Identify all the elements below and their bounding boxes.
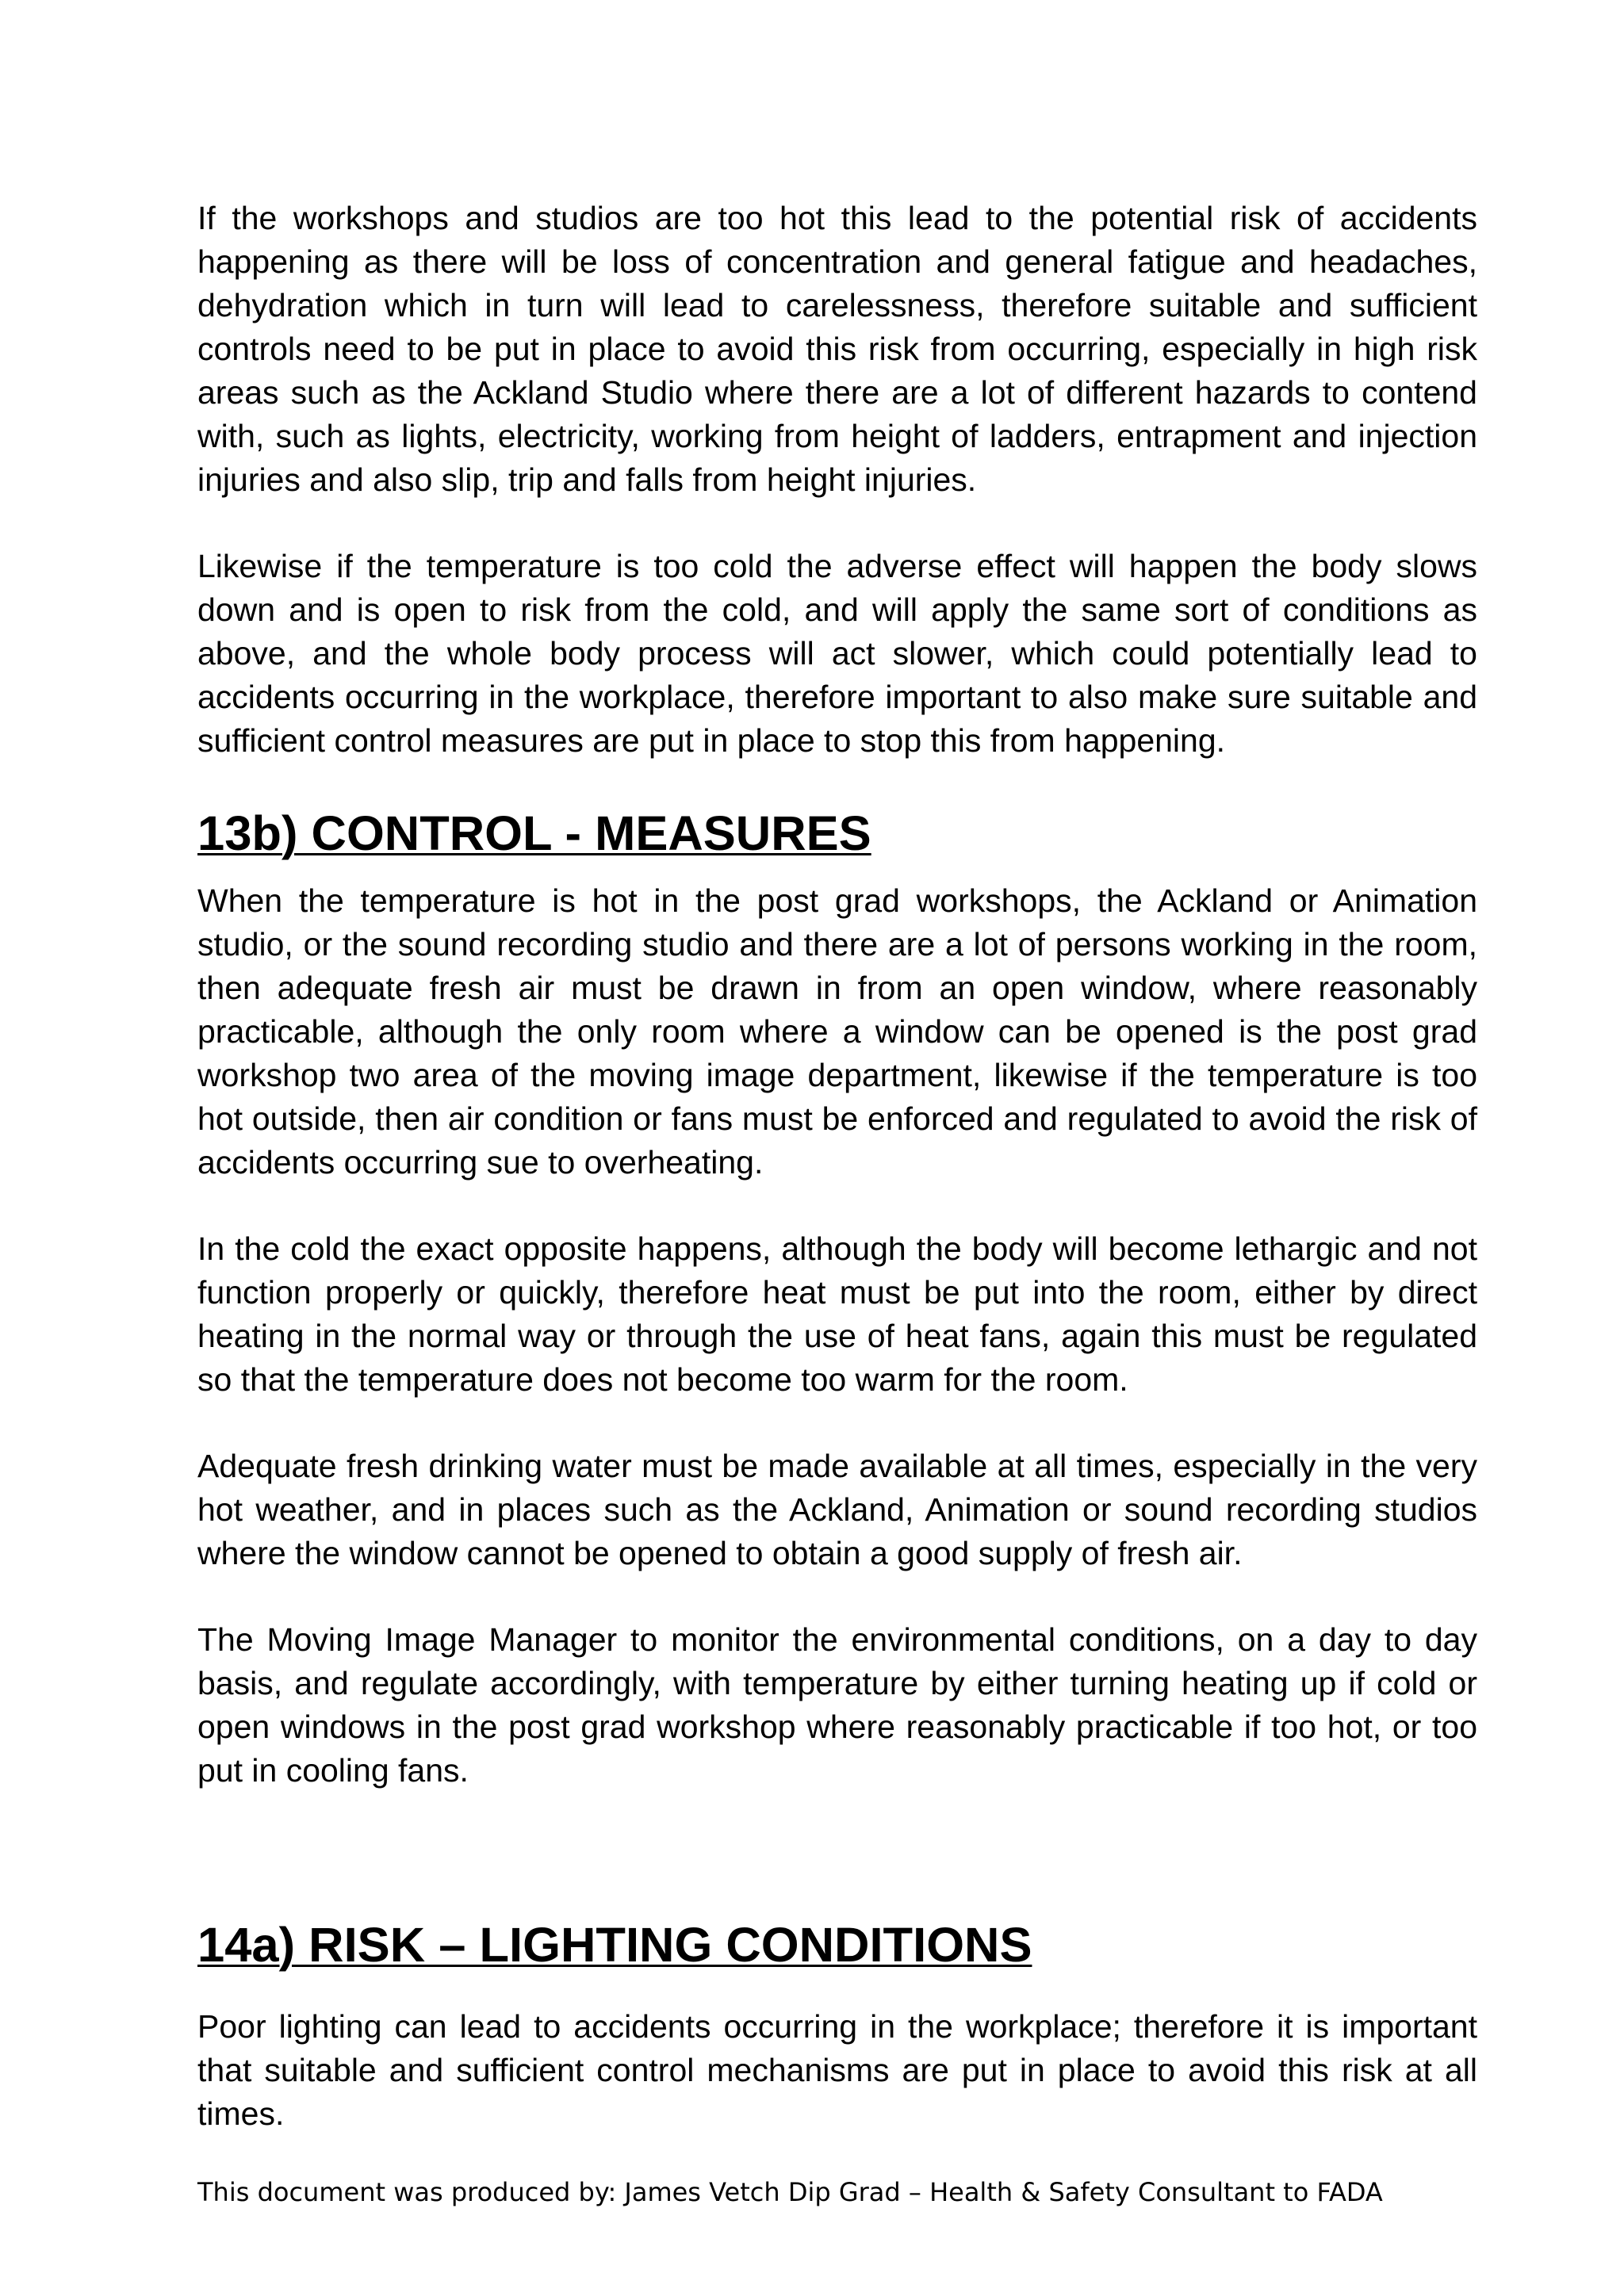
paragraph-cold-risk: Likewise if the temperature is too cold the adverse effect will happen the body slows down and is open to risk from the cold, and will apply the same sort of conditions as above, and the whole body process will act slower, which could potentially lead to accidents occurring in the workplace, therefore important to also make sure suitable and sufficient control measures are put in place to stop this from happening. [197, 548, 1477, 759]
document-body [197, 197, 1477, 2136]
section-heading-lighting-risk: 14a) RISK – LIGHTING CONDITIONS [197, 1918, 1032, 1973]
paragraph-cold-controls: In the cold the exact opposite happens, although the body will become lethargic and not function properly or quickly, therefore heat must be put into the room, either by direct heating in the normal way or through the use of heat fans, again this must be regulated so that the temperature does not become too warm for the room. [197, 1230, 1477, 1398]
paragraph-heat-risk: If the workshops and studios are too hot this lead to the potential risk of accidents happening as there will be loss of concentration and general fatigue and headaches, dehydration which in turn will lead to carelessness, therefore suitable and sufficient controls need to be put in place to avoid this risk from occurring, especially in high risk areas such as the Ackland Studio where there are a lot of different hazards to contend with, such as lights, electricity, working from height of ladders, entrapment and injection injuries and also slip, trip and falls from height injuries. [197, 200, 1477, 498]
page-footer: This document was produced by: James Vetch Dip Grad – Health & Safety Consultant to FADA [197, 2177, 1383, 2207]
paragraph-drinking-water: Adequate fresh drinking water must be made available at all times, especially in the very hot weather, and in places such as the Ackland, Animation or sound recording studios where the window cannot be opened to obtain a good supply of fresh air. [197, 1448, 1477, 1571]
section-heading-control-measures: 13b) CONTROL - MEASURES [197, 806, 871, 861]
paragraph-hot-controls: When the temperature is hot in the post grad workshops, the Ackland or Animation studio, or the sound recording studio and there are a lot of persons working in the room, then adequate fresh air must be drawn in from an open window, where reasonably practicable, although the only room where a window can be opened is the post grad workshop two area of the moving image department, likewise if the temperature is too hot outside, then air condition or fans must be enforced and regulated to avoid the risk of accidents occurring sue to overheating. [197, 882, 1477, 1181]
paragraph-lighting-risk: Poor lighting can lead to accidents occurring in the workplace; therefore it is important that suitable and sufficient control mechanisms are put in place to avoid this risk at all times. [197, 2008, 1477, 2132]
paragraph-manager-monitoring: The Moving Image Manager to monitor the environmental conditions, on a day to day basis, and regulate accordingly, with temperature by either turning heating up if cold or open windows in the post grad workshop where reasonably practicable if too hot, or too put in cooling fans. [197, 1621, 1477, 1789]
